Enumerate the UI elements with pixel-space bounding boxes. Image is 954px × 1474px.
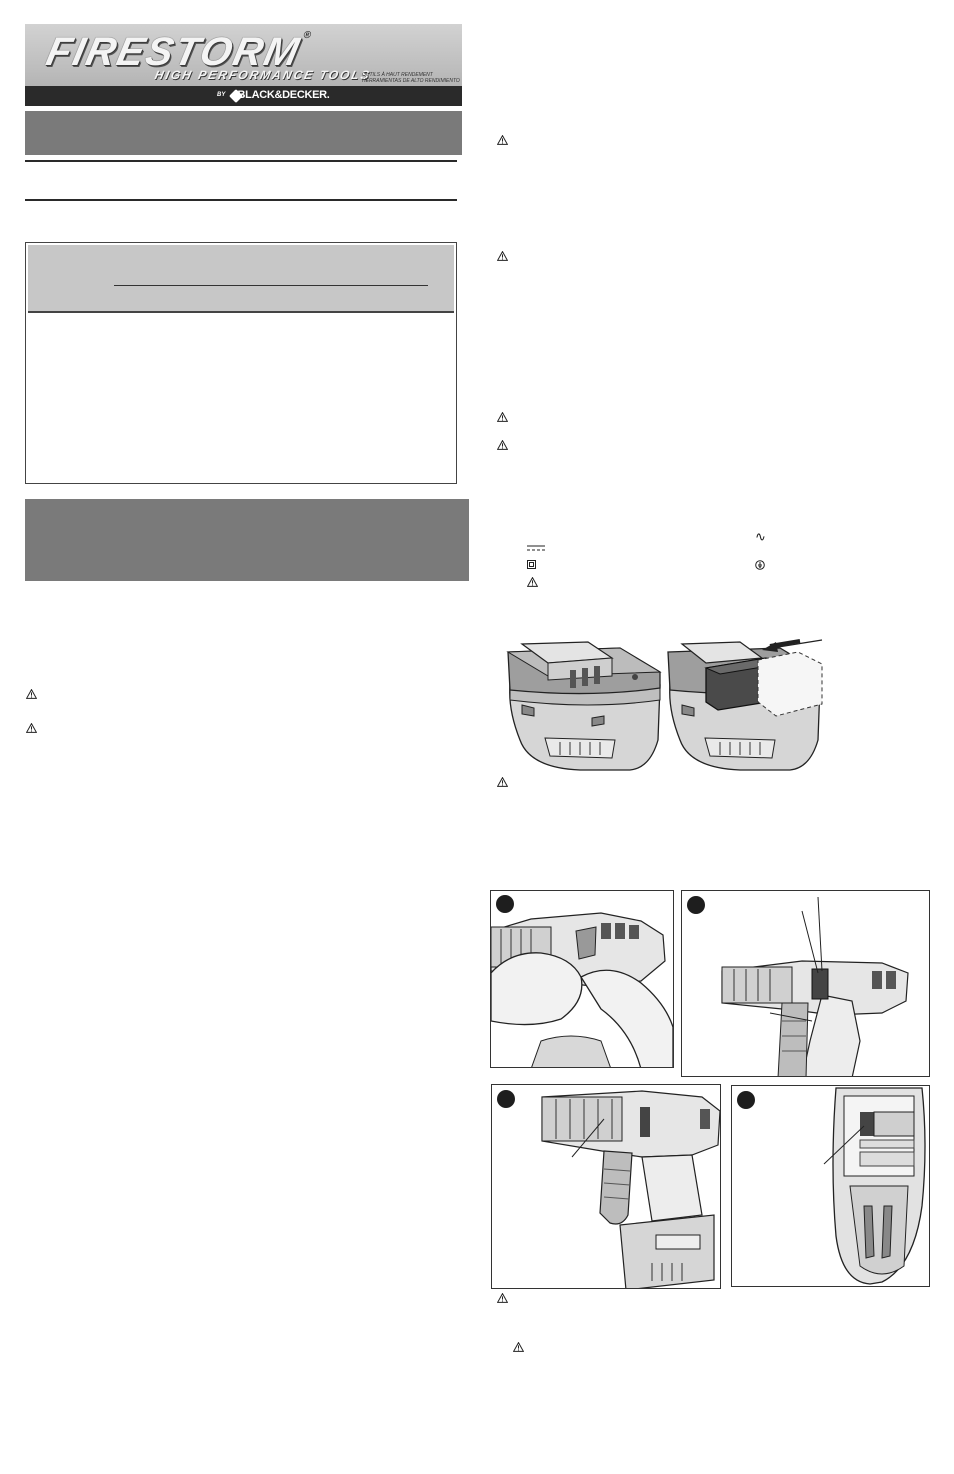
brand-tagline: HIGH PERFORMANCE TOOLS [153, 68, 373, 82]
warning-icon [527, 577, 538, 587]
figure-panel-d [731, 1085, 930, 1287]
warning-icon [497, 440, 508, 450]
figure-panel-c [491, 1084, 721, 1289]
title-band [25, 111, 462, 155]
battery-pack-with-cap [668, 640, 822, 770]
notice-header [28, 245, 454, 313]
warning-icon [497, 1293, 508, 1303]
brand-tagline-fr: OUTILS À HAUT RENDEMENT [362, 72, 433, 78]
warning-icon [497, 135, 508, 145]
class-ii-icon [527, 560, 536, 569]
divider-rule [25, 199, 457, 201]
drill-collar-illustration [492, 1085, 721, 1289]
warning-icon [497, 251, 508, 261]
notice-box [25, 242, 457, 484]
byline-by: BY [217, 92, 226, 98]
drill-grip-illustration [491, 891, 674, 1068]
manufacturer-byline [25, 86, 462, 106]
brand-name: FIRESTORM® [42, 30, 314, 74]
speed-selector-illustration [732, 1086, 930, 1287]
brand-tagline-es: HERRAMIENTAS DE ALTO RENDIMIENTO [362, 78, 460, 84]
section-band [25, 499, 469, 581]
warning-icon [513, 1342, 524, 1352]
figure-panel-b [681, 890, 930, 1077]
warning-icon [26, 723, 37, 733]
brand-tagline-translations [362, 72, 460, 84]
byline-maker: BLACK&DECKER. [237, 89, 330, 101]
drill-side-illustration [682, 891, 930, 1077]
warning-icon [497, 777, 508, 787]
firestorm-logo [25, 24, 462, 106]
earth-icon [755, 560, 765, 570]
figure-panel-a [490, 890, 674, 1068]
battery-pack [508, 642, 660, 770]
battery-pack-illustration [500, 630, 830, 775]
divider-rule [25, 160, 457, 162]
warning-icon [26, 689, 37, 699]
notice-underline [114, 285, 428, 286]
warning-icon [497, 412, 508, 422]
ac-symbol: ∿ [755, 529, 766, 544]
dc-symbol-icon [527, 544, 545, 552]
